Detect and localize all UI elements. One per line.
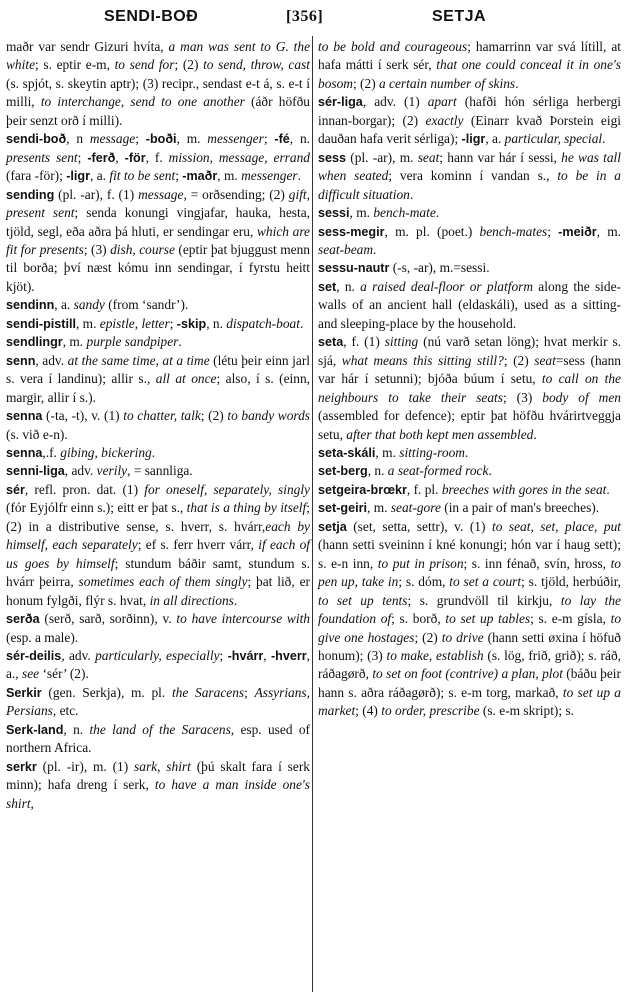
translation: the Saracens — [171, 684, 245, 700]
entry-text: ; — [244, 684, 255, 700]
headword: sendinn — [6, 298, 55, 313]
entry-text: , n. — [367, 463, 388, 479]
translation: to interchange, send to one another — [40, 94, 245, 110]
translation: sandy — [73, 297, 105, 313]
entry-text: ; (2) — [414, 629, 442, 645]
entry-text: (-s, -ar), m.=sessi. — [389, 260, 490, 276]
translation: to set a court — [449, 574, 522, 590]
dictionary-entry — [6, 407, 310, 444]
translation: dispatch-boat — [226, 315, 300, 331]
entry-text: (s. lög, frið, grið); s. ráð, ráðagørð, — [318, 647, 621, 682]
entry-text: ; s. eptir e-m, — [35, 57, 115, 73]
entry-text: ; — [77, 149, 88, 165]
headword: sending — [6, 187, 55, 202]
entry-text: , refl. pron. dat. (1) — [24, 481, 145, 497]
entry-text: , f. — [145, 149, 169, 165]
entry-text: (esp. a male). — [6, 629, 79, 645]
entry-text: , a., — [6, 647, 310, 682]
entry-text: (pl. -ir), m. (1) — [36, 758, 135, 774]
entry-text: (áðr höfðu þeir senzt orð í milli). — [6, 94, 310, 128]
entry-text: (fara -för); — [6, 168, 67, 184]
translation: a raised deal-floor or platform — [360, 278, 534, 294]
translation: to have intercourse with — [176, 611, 311, 627]
entry-text: (hafði hón sérliga herbergi innan-borgar); (2) — [318, 94, 621, 128]
headword: -meiðr — [558, 224, 597, 239]
page-number: [356] — [286, 8, 324, 25]
translation: dish, course — [110, 241, 175, 257]
dictionary-entry — [318, 462, 621, 480]
entry-text: , m. — [176, 131, 208, 147]
entry-text: . — [299, 315, 304, 331]
entry-text: . — [435, 205, 440, 221]
entry-text: ; — [219, 647, 228, 663]
translation: to send for — [114, 57, 175, 73]
entry-text: , adv. — [61, 647, 96, 663]
translation: particular, special — [504, 131, 603, 147]
dictionary-entry — [6, 684, 310, 721]
dictionary-entry — [318, 481, 621, 499]
header-last-entry: SETJA — [432, 8, 487, 25]
headword: -hvárr — [227, 648, 264, 663]
entry-text: (báðu þeir hann s. aðra ráðagørð); s. e-m torg, markað, — [318, 666, 621, 700]
entry-text: , a. — [485, 131, 505, 147]
translation: to put in prison — [377, 555, 464, 571]
entry-text: ; — [169, 315, 177, 331]
dictionary-entry — [6, 333, 310, 351]
entry-text: , n. — [206, 315, 227, 331]
translation: sark, shirt — [134, 758, 191, 774]
entry-text: (gen. Serkja), m. pl. — [41, 684, 172, 700]
entry-text: , m. — [596, 223, 621, 239]
entry-text: ; — [175, 168, 183, 184]
column-divider — [312, 36, 313, 992]
entry-text: , m. pl. (poet.) — [384, 223, 480, 239]
translation: sometimes each of them singly — [78, 574, 248, 590]
entry-text: . — [464, 444, 469, 460]
translation: to send, throw, cast — [203, 57, 310, 73]
headword: set — [318, 279, 337, 294]
entry-text: ; (2) — [352, 75, 379, 91]
entry-text: ; hann var hár í sessi, — [439, 149, 562, 165]
translation: to lay the foundation of — [318, 592, 621, 627]
dictionary-entry — [318, 444, 621, 462]
headword: sér-deilis — [6, 648, 62, 663]
translation: to make, establish — [386, 647, 484, 663]
entry-text: ; s. e-m gísla, — [530, 611, 611, 627]
entry-text: ; s. dóm, — [398, 574, 450, 590]
entry-text: . — [151, 444, 156, 460]
entry-text: ; — [547, 223, 559, 239]
entry-text: maðr var sendr Gizuri hvíta, — [6, 39, 169, 54]
translation: particularly, especially — [95, 647, 220, 663]
entry-text: (-ta, -t), v. (1) — [42, 408, 124, 424]
dictionary-entry — [6, 296, 310, 314]
entry-text: , etc. — [52, 703, 79, 719]
entry-text: , n. — [63, 721, 90, 737]
translation: breeches with gores in the seat — [441, 481, 607, 497]
translation: to drive — [441, 629, 484, 645]
translation: a man was sent to G. the white — [6, 39, 311, 73]
entry-text: along the side-walls of an ancient hall (eldaskáli), used as a sitting- and sleeping-place by the household. — [318, 278, 621, 331]
entry-text: , n. — [289, 131, 310, 147]
translation: to chatter, talk — [123, 408, 201, 424]
headword: sér — [6, 482, 25, 497]
entry-text: , = orðsending; (2) — [183, 186, 289, 202]
headword: set-geiri — [318, 501, 367, 516]
entry-text: , f. pl. — [406, 481, 442, 497]
header-first-entry: SENDI-BOÐ — [104, 8, 199, 25]
entry-text: , n — [66, 131, 90, 147]
translation: to bandy words — [227, 408, 311, 424]
entry-text: ; s. inn fénað, svín, hross, — [463, 555, 611, 571]
entry-text: ; also, í s. (einn, margir, allir í s.). — [6, 371, 310, 405]
translation: in all directions — [149, 592, 234, 608]
translation: he was tall when seated — [318, 149, 622, 184]
translation: seat-beam — [318, 241, 374, 257]
translation: apart — [427, 94, 457, 110]
entry-text: . — [602, 131, 606, 147]
entry-text: (nú varð setan löng); hvat merkir s. sjá, — [318, 334, 622, 368]
translation: to set up tents — [318, 592, 408, 608]
headword: -ligr — [66, 169, 91, 184]
entry-text: . — [297, 168, 301, 184]
headword: -skip — [176, 316, 207, 331]
entry-text: (þú skalt fara í serk minn); hafa dreng í serk, — [6, 758, 310, 793]
headword: sér-liga — [318, 95, 363, 110]
entry-text: , f. (1) — [343, 334, 385, 350]
entry-text: . — [233, 592, 238, 608]
entry-text: (s. við e-n). — [6, 426, 68, 442]
entry-text: ; þat lið, er honum fylgði, flýr s. hvat, — [6, 574, 310, 608]
translation: after that both kept men assembled — [346, 426, 534, 442]
headword: set-berg — [318, 464, 368, 479]
entry-text: ; s. grundvöll til kirkju, — [407, 592, 561, 608]
entry-text: , = sannliga. — [127, 463, 193, 479]
left-column — [6, 38, 310, 813]
translation: see — [22, 666, 40, 682]
headword: sendi-boð — [6, 132, 67, 147]
dictionary-entry — [6, 38, 310, 130]
entry-text: , m. — [75, 315, 100, 331]
entry-text: . — [373, 241, 377, 257]
translation: all at once — [155, 371, 217, 387]
entry-text: ; — [135, 131, 146, 147]
entry-text: . — [488, 463, 492, 479]
entry-text: (in a pair of man's breeches). — [440, 500, 600, 516]
entry-text: , m. — [375, 444, 400, 460]
translation: the land of the Saracens — [89, 721, 231, 737]
translation: seat — [417, 149, 440, 165]
translation: to call on the neighbours to take their seats — [318, 371, 621, 405]
dictionary-entry — [6, 721, 310, 758]
entry-text: ; (2) — [200, 408, 228, 424]
translation: to set up a market — [318, 684, 621, 719]
entry-text: ; (2) — [174, 57, 204, 73]
dictionary-entry — [318, 259, 621, 277]
translation: for oneself, separately, singly — [144, 481, 310, 497]
entry-text: . — [533, 426, 537, 442]
dictionary-entry — [6, 481, 310, 610]
translation: verily — [96, 463, 128, 479]
dictionary-entry — [318, 149, 621, 204]
entry-text: ,.f. — [42, 444, 61, 460]
entry-text: (pl. -ar), f. (1) — [54, 186, 139, 202]
translation: to order, prescribe — [381, 703, 480, 719]
translation: to pen up, take in — [318, 555, 621, 590]
entry-text: ; hamarrinn var svá lítill, at hafa mátti í serk sér, — [318, 39, 621, 73]
dictionary-entry — [318, 93, 621, 148]
translation: to be in a difficult situation — [318, 168, 621, 202]
translation: at the same time, at a time — [67, 352, 210, 368]
dictionary-entry — [318, 333, 621, 444]
entry-text: (hann setti sveininn í kné konungi; hón var í haug sett); s. e-n inn, — [318, 537, 621, 571]
entry-text: (hann setti øxina í höfuð honum); (3) — [318, 629, 622, 663]
headword: -boði — [145, 132, 177, 147]
entry-text: , adv. — [64, 463, 97, 479]
dictionary-entry — [6, 462, 310, 480]
translation: what means this sitting still? — [341, 352, 504, 368]
entry-text: , m. — [349, 205, 374, 221]
entry-text: (from ‘sandr’). — [104, 297, 189, 313]
headword: senni-liga — [6, 464, 65, 479]
entry-text: ; s. tjöld, herbúðir, — [521, 574, 621, 590]
headword: seta-skáli — [318, 445, 376, 460]
entry-text: , adv. (1) — [362, 94, 428, 110]
headword: sessu-nautr — [318, 261, 390, 276]
dictionary-entry — [6, 610, 310, 647]
headword: seta — [318, 335, 344, 350]
headword: -för — [124, 150, 146, 165]
entry-text: ; senda konungi vingjafar, hauka, hesta, tjöld, segl, eða aðra þá hluti, er sendingar eru, — [6, 205, 310, 239]
translation: that one could conceal it in one's bosom — [318, 57, 621, 91]
entry-text: . — [606, 481, 610, 497]
headword: sendlingr — [6, 335, 63, 350]
translation: to be bold and courageous — [318, 39, 468, 54]
translation: gift, present sent — [6, 186, 310, 221]
translation: Assyrians, Persians — [6, 684, 310, 719]
entry-text: (set, setta, settr), v. (1) — [346, 518, 492, 534]
headword: sessi — [318, 206, 350, 221]
entry-text: (eptir þat bjuggust menn til borða; því næst kómu inn sendingar, í fyrstu heitt kjöt). — [6, 241, 310, 294]
headword: senna — [6, 409, 43, 424]
entry-text: . — [515, 75, 519, 91]
headword: Serkir — [6, 685, 42, 700]
page-header — [0, 6, 625, 30]
translation: seat-gore — [390, 500, 441, 516]
translation: gibing, bickering — [60, 444, 152, 460]
entry-text: , adv. — [35, 352, 68, 368]
entry-text: ; (2) in a distributive sense, s. hverr, s. hvárr, — [6, 500, 310, 534]
entry-text: ; stundum báðir samt, stundum s. hvárr þeirra, — [6, 555, 310, 590]
translation: that is a thing by itself — [186, 500, 307, 516]
dictionary-entry — [318, 223, 621, 260]
translation: purple sandpiper — [86, 334, 179, 350]
headword: serkr — [6, 759, 37, 774]
translation: a certain number of skins — [379, 75, 516, 91]
entry-text: ; s. borð, — [391, 611, 446, 627]
entry-text: (serð, sarð, sorðinn), v. — [39, 611, 177, 627]
translation: sitting-room — [399, 444, 465, 460]
translation: fit to be sent — [109, 168, 176, 184]
headword: setja — [318, 519, 347, 534]
dictionary-entry — [318, 499, 621, 517]
entry-text: , — [115, 149, 125, 165]
translation: to have a man inside one's shirt, — [6, 777, 310, 811]
entry-text: , esp. used of northern Africa. — [6, 721, 310, 756]
translation: to give one hostages — [318, 611, 622, 645]
headword: sendi-pistill — [6, 316, 76, 331]
entry-text: ; (4) — [355, 703, 382, 719]
translation: exactly — [425, 112, 464, 128]
entry-text: (s. spjót, s. skeytin aptr); (3) recipr., sendast e-t á, s. e-t í milli, — [6, 75, 310, 110]
entry-text: ; ef s. ferr hverr várr, — [137, 537, 259, 553]
translation: body of men — [542, 389, 621, 405]
entry-text: ; — [263, 131, 275, 147]
dictionary-entry — [318, 518, 621, 721]
headword: senna — [6, 445, 43, 460]
dictionary-entry — [318, 204, 621, 222]
translation: bench-mates — [479, 223, 548, 239]
entry-text: . — [178, 334, 182, 350]
entry-text: ; vera kominn í vandan s., — [388, 168, 558, 184]
entry-text: ; (3) — [83, 241, 111, 257]
translation: seat — [534, 352, 556, 368]
entry-text: , — [263, 647, 271, 663]
translation: message — [89, 131, 136, 147]
dictionary-entry — [6, 186, 310, 297]
entry-text: (assembled for defence); eptir þat höfðu hvárirtveggja setu, — [318, 408, 621, 442]
right-column — [318, 38, 621, 721]
translation: each by himself, each separately — [6, 518, 311, 553]
entry-text: =sess (hann var hár í setunni); bjóða búum í setu, — [318, 352, 621, 387]
headword: Serk-land — [6, 722, 64, 737]
headword: senn — [6, 353, 36, 368]
translation: sitting — [384, 334, 419, 350]
translation: which are fit for presents — [6, 223, 311, 257]
entry-text: (s. e-m skript); s. — [479, 703, 574, 719]
headword: sess — [318, 150, 347, 165]
entry-text: ; (2) — [503, 352, 535, 368]
headword: -ferð — [87, 150, 116, 165]
entry-text: (fór Eyjólfr einn s.); eitt er þat s., — [6, 500, 187, 516]
dictionary-entry — [6, 444, 310, 462]
dictionary-entry — [6, 758, 310, 813]
headword: -ligr — [461, 132, 486, 147]
entry-text: (létu þeir einn jarl s. vera í landinu); allir s., — [6, 352, 310, 387]
entry-text: , a. — [54, 297, 74, 313]
entry-text: , a. — [90, 168, 110, 184]
translation: bench-mate — [373, 205, 436, 221]
headword: serða — [6, 612, 40, 627]
headword: setgeira-brœkr — [318, 482, 407, 497]
translation: a seat-formed rock — [387, 463, 489, 479]
dictionary-entry — [6, 352, 310, 407]
translation: to set on foot (contrive) a plan, plot — [372, 666, 563, 682]
dictionary-entry — [6, 315, 310, 333]
entry-text: (pl. -ar), m. — [346, 149, 418, 165]
headword: -maðr — [182, 169, 218, 184]
translation: message — [138, 186, 184, 202]
translation: to seat, set, place, put — [491, 518, 621, 534]
entry-text: . — [409, 186, 414, 202]
headword: sess-megir — [318, 224, 385, 239]
headword: -hverr — [270, 648, 307, 663]
dictionary-entry — [6, 647, 310, 684]
entry-text: ‘sér’ (2). — [39, 666, 89, 682]
translation: if each of us goes by himself — [6, 537, 310, 571]
entry-text: , m. — [217, 168, 242, 184]
translation: epistle, letter — [99, 315, 170, 331]
entry-text: , m. — [367, 500, 391, 516]
headword: -fé — [274, 132, 290, 147]
entry-text: , n. — [336, 278, 361, 294]
dictionary-entry — [318, 278, 621, 333]
translation: messenger — [207, 131, 264, 147]
translation: presents sent — [6, 149, 78, 165]
dictionary-entry — [6, 130, 310, 185]
translation: to set up tables — [445, 611, 531, 627]
translation: mission, message, errand — [168, 149, 310, 165]
entry-text: (Einarr kvað Þorstein eigi dauðan hafa verit sérliga); — [318, 112, 622, 147]
entry-text: , m. — [62, 334, 87, 350]
translation: messenger — [241, 168, 298, 184]
dictionary-entry — [318, 38, 621, 93]
entry-text: ; (3) — [502, 389, 543, 405]
